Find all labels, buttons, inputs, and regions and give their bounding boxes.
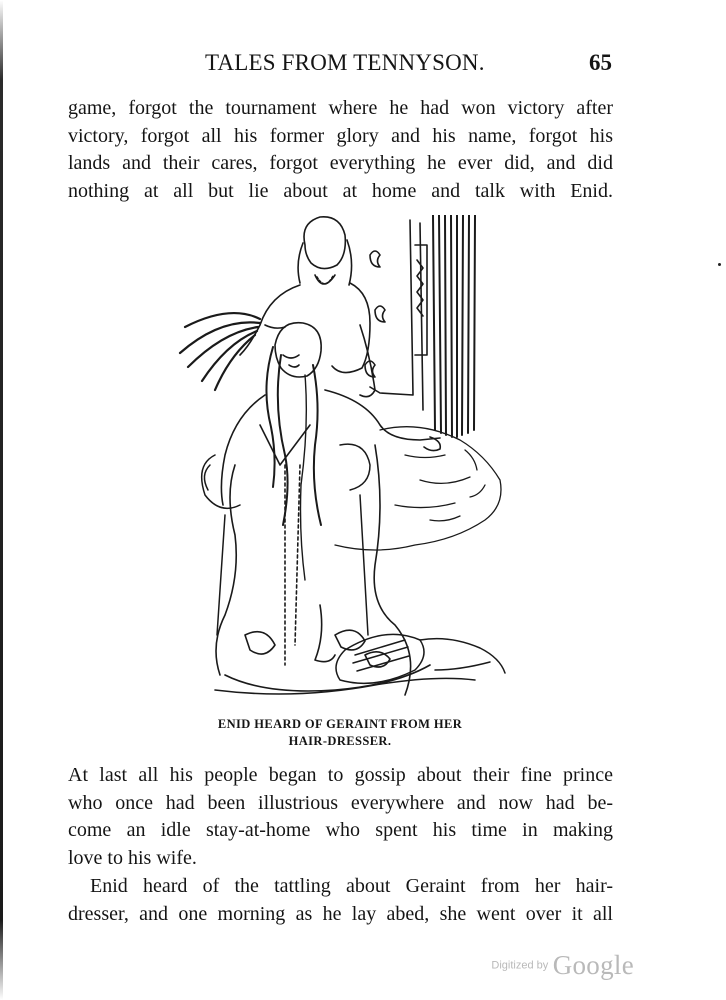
hairdresser-figure bbox=[240, 217, 375, 397]
google-logo: Google bbox=[552, 950, 634, 980]
caption-line: HAIR-DRESSER. bbox=[288, 734, 392, 748]
enid-figure bbox=[216, 323, 440, 695]
illustration-enid-hairdresser bbox=[165, 215, 510, 710]
text-line: dresser, and one morning as he lay abed, she went over it all bbox=[68, 902, 613, 925]
digitized-by-google-watermark bbox=[491, 950, 634, 981]
text-line: love to his wife. bbox=[68, 846, 197, 869]
page-number: 65 bbox=[589, 50, 612, 75]
text-line: At last all his people began to gossip about their fine prince bbox=[68, 764, 613, 786]
watermark-prefix: Digitized by bbox=[491, 959, 549, 972]
page-header bbox=[60, 50, 620, 80]
text-line: Enid heard of the tattling about Geraint from her hair- bbox=[90, 875, 613, 897]
page-speck bbox=[718, 263, 721, 266]
text-line: come an idle stay-at-home who spent his time in making bbox=[68, 819, 613, 841]
lifted-hair bbox=[180, 313, 260, 390]
text-line: lands and their cares, forgot everything he ever did, and did bbox=[68, 152, 613, 174]
page-left-edge bbox=[0, 0, 3, 1000]
illustration-caption bbox=[60, 716, 620, 750]
running-title: TALES FROM TENNYSON. bbox=[205, 50, 485, 75]
paragraph-1 bbox=[68, 95, 613, 205]
caption-line: ENID HEARD OF GERAINT FROM HER bbox=[217, 717, 463, 731]
text-line: who once had been illustrious everywhere and now had be- bbox=[68, 791, 613, 814]
text-line: nothing at all but lie about at home and talk with Enid. bbox=[68, 179, 613, 202]
text-line: victory, forgot all his former glory and his name, forgot his bbox=[68, 124, 613, 147]
footstool bbox=[215, 634, 505, 694]
chair bbox=[202, 444, 370, 635]
paragraph-2 bbox=[68, 762, 613, 872]
curtain bbox=[433, 215, 475, 437]
text-line: game, forgot the tournament where he had won victory after bbox=[68, 97, 613, 119]
fur-rug bbox=[335, 427, 501, 550]
paragraph-3 bbox=[68, 873, 613, 928]
